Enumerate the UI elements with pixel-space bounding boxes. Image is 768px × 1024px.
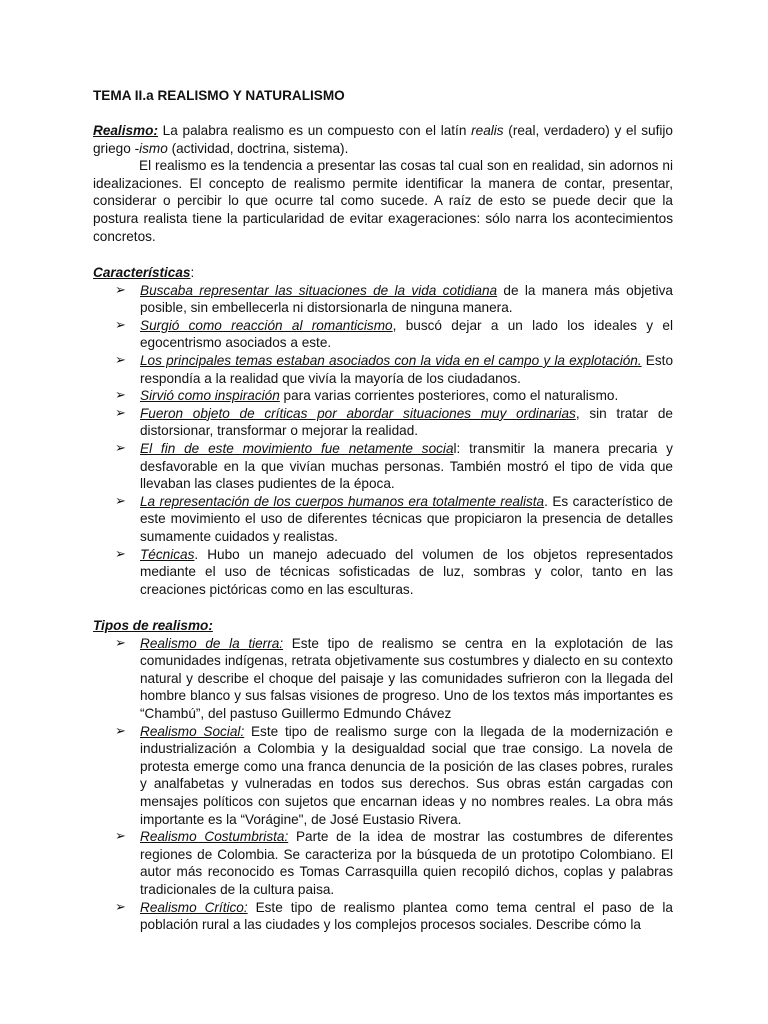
list-item [93, 493, 673, 546]
intro-ismo: ismo [139, 140, 168, 156]
item-emphasis: Técnicas [140, 546, 195, 562]
arrow-bullet-icon: ➢ [115, 388, 126, 404]
realismo-term: Realismo: [93, 123, 158, 138]
item-text: Parte de la idea de mostrar las costumbres de diferentes regiones de Colombia. Se caracteriza por la búsqueda de un prototipo Colombiano. El autor más reconocido es Tomas Carrasquilla quien recopiló dichos, coplas y palabras tradicionales de la cultura paisa. [140, 829, 673, 897]
item-emphasis: Realismo de la tierra: [140, 635, 284, 651]
arrow-bullet-icon: ➢ [115, 405, 126, 421]
item-emphasis: Realismo Costumbrista: [140, 829, 289, 845]
list-item [93, 723, 673, 829]
arrow-bullet-icon: ➢ [115, 282, 126, 298]
arrow-bullet-icon: ➢ [115, 829, 126, 845]
caracteristicas-section [93, 264, 673, 598]
caracteristicas-heading: Características [93, 265, 191, 280]
arrow-bullet-icon: ➢ [115, 635, 126, 651]
item-text: de la manera más objetiva posible, sin embellecerla ni distorsionarla de ninguna manera. [140, 282, 673, 316]
arrow-bullet-icon: ➢ [115, 546, 126, 562]
arrow-bullet-icon: ➢ [115, 493, 126, 509]
document-title: TEMA II.a REALISMO Y NATURALISMO [93, 88, 345, 103]
item-text: , sin tratar de distorsionar, transformar o mejorar la realidad. [140, 405, 673, 439]
intro-paragraph-1 [93, 122, 673, 157]
item-emphasis: El fin de este movimiento fue netamente socia [140, 440, 454, 456]
intro-paragraph-2: El realismo es la tendencia a presentar las cosas tal cual son en realidad, sin adornos ni idealizaciones. El concepto de realismo permite identificar la manera de contar, presentar, considerar o percibir lo que ocurre tal como sucede. A raíz de esto se puede decir que la postura realista tiene la particularidad de evitar exageraciones: sólo narra los acontecimientos concretos. [93, 158, 673, 244]
arrow-bullet-icon: ➢ [115, 899, 126, 915]
tipos-section [93, 617, 673, 934]
item-text: para varias corrientes posteriores, como el naturalismo. [279, 388, 619, 404]
list-item [93, 352, 673, 387]
item-emphasis: Buscaba representar las situaciones de la vida cotidiana [140, 282, 498, 298]
tipos-list [93, 635, 673, 934]
item-emphasis: Fueron objeto de críticas por abordar situaciones muy ordinarias [140, 405, 576, 421]
item-text: Este tipo de realismo surge con la llegada de la modernización e industrialización a Colombia y la desigualdad social que trae consigo. La novela de protesta emerge como una franca denuncia de la posición de las clases pobres, rurales y analfabetas y vulneradas en todos sus derechos. Sus obras están cargadas con mensajes políticos con sujetos que encarnan ideas y no nombres reales. La obra más importante es la “Vorágine", de José Eustasio Rivera. [140, 723, 673, 827]
tipos-heading: Tipos de realismo: [93, 618, 213, 633]
list-item [93, 317, 673, 352]
item-text: , buscó dejar a un lado los ideales y el egocentrismo asociados a este. [140, 317, 673, 351]
list-item [93, 387, 673, 405]
item-text: Esto respondía a la realidad que vivía la mayoría de los ciudadanos. [140, 352, 673, 386]
list-item [93, 440, 673, 493]
arrow-bullet-icon: ➢ [115, 723, 126, 739]
item-emphasis: Realismo Social: [140, 723, 245, 739]
item-emphasis: Los principales temas estaban asociados con la vida en el campo y la explotación. [140, 352, 642, 368]
item-text: . Es característico de este movimiento el uso de diferentes técnicas que propiciaron la presencia de detalles sumamente cuidados y realistas. [140, 493, 673, 544]
list-item [93, 828, 673, 898]
intro-section [93, 122, 673, 245]
intro-text-c: (actividad, doctrina, sistema). [167, 140, 349, 156]
arrow-bullet-icon: ➢ [115, 440, 126, 456]
intro-text-b: (real, verdadero) y el sufijo griego - [93, 123, 673, 156]
item-emphasis: La representación de los cuerpos humanos era totalmente realista [140, 493, 545, 509]
arrow-bullet-icon: ➢ [115, 352, 126, 368]
item-text: Este tipo de realismo se centra en la explotación de las comunidades indígenas, retrata objetivamente sus costumbres y dialecto en su contexto natural y describe el choque del paisaje y las comunidades sufrieron con la llegada del hombre blanco y sus falsas visiones de progreso. Uno de los textos más importantes es “Chambú”, del pastuso Guillermo Edmundo Chávez [140, 635, 673, 721]
caracteristicas-colon: : [190, 265, 195, 280]
list-item [93, 635, 673, 723]
item-text: l: transmitir la manera precaria y desfavorable en la que vivían muchas personas. También mostró el tipo de vida que llevaban las clases pudientes de la época. [140, 440, 673, 492]
intro-realis: realis [471, 123, 504, 138]
item-text: Este tipo de realismo plantea como tema central el paso de la población rural a las ciudades y los complejos procesos sociales. Describe cómo la [140, 899, 673, 933]
list-item [93, 546, 673, 599]
arrow-bullet-icon: ➢ [115, 317, 126, 333]
item-emphasis: Realismo Crítico: [140, 899, 248, 915]
item-emphasis: Sirvió como inspiración [140, 388, 280, 404]
item-emphasis: Surgió como reacción al romanticismo [140, 317, 393, 333]
item-text: . Hubo un manejo adecuado del volumen de los objetos representados mediante el uso de técnicas sofisticadas de luz, sombras y color, tanto en las creaciones pictóricas como en las esculturas. [140, 546, 673, 597]
list-item [93, 899, 673, 934]
intro-text-a: La palabra realismo es un compuesto con el latín [157, 123, 472, 138]
list-item [93, 405, 673, 440]
caracteristicas-list [93, 282, 673, 599]
list-item [93, 282, 673, 317]
